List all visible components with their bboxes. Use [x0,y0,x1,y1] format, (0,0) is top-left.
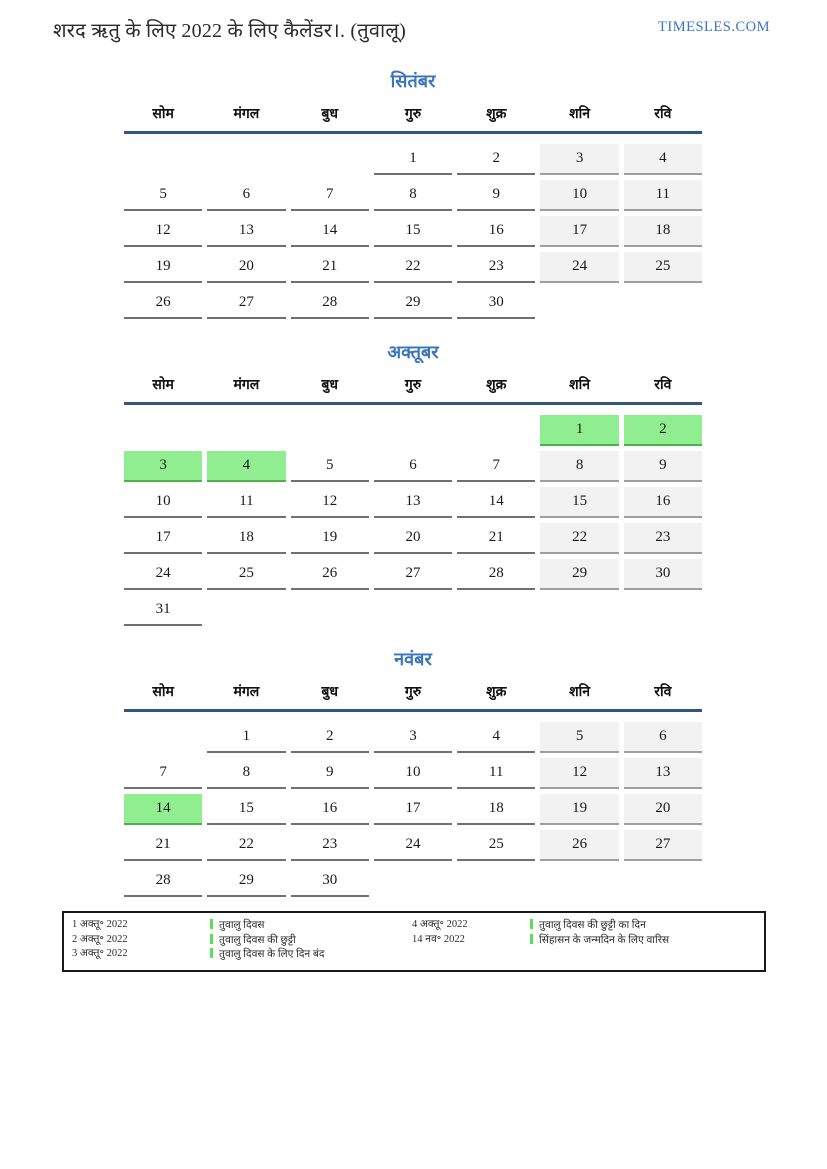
day-cell: 5 [291,451,369,482]
day-cell: 16 [457,216,535,247]
day-cell: 22 [540,523,618,554]
day-cell: 28 [457,559,535,590]
day-cell: 18 [207,523,285,554]
day-cell: 1 [207,722,285,753]
day-cell: 27 [624,830,702,861]
day-cell: 25 [207,559,285,590]
legend-entry [72,918,412,933]
day-cell: 21 [124,830,202,861]
legend-entry [412,933,756,948]
day-cell: 7 [291,180,369,211]
legend-date: 1 अक्तू॰ 2022 [72,919,128,930]
day-cell: 26 [540,830,618,861]
legend-description: तुवालु दिवस [210,918,265,933]
day-cell: 2 [457,144,535,175]
day-cell: 25 [624,252,702,283]
day-cell: 6 [207,180,285,211]
day-cell: 21 [291,252,369,283]
weekday-label: शनि [569,107,591,122]
day-cell: 17 [540,216,618,247]
legend-marker-icon [530,934,533,944]
day-cell: 23 [457,252,535,283]
day-cell: 24 [124,559,202,590]
day-cell: 11 [207,487,285,518]
day-cell: 29 [540,559,618,590]
calendar-grid-october [124,415,702,626]
weekday-label: शनि [569,685,591,700]
day-cell: 20 [207,252,285,283]
weekday-header-rule [124,709,702,712]
day-cell: 30 [457,288,535,319]
empty-cell [291,595,369,626]
day-cell: 26 [291,559,369,590]
day-cell: 2 [624,415,702,446]
empty-cell [207,144,285,175]
empty-cell [624,288,702,319]
legend-description: तुवालु दिवस के लिए दिन बंद [210,947,324,962]
empty-cell [540,288,618,319]
weekday-label: बुध [321,378,338,393]
day-cell: 9 [291,758,369,789]
day-cell: 20 [374,523,452,554]
day-cell: 19 [540,794,618,825]
empty-cell [374,595,452,626]
legend-box [62,911,766,972]
weekday-label: मंगल [233,107,260,122]
day-cell: 4 [624,144,702,175]
month-october [124,340,702,626]
day-cell: 18 [457,794,535,825]
weekday-label: शुक्र [486,107,507,122]
day-cell: 14 [124,794,202,825]
page-title: शरद ऋतु के लिए 2022 के लिए कैलेंडर।. (तुवालू) [53,20,406,42]
empty-cell [374,866,452,897]
day-cell: 28 [291,288,369,319]
month-title-november: नवंबर [394,649,432,669]
day-cell: 12 [124,216,202,247]
empty-cell [624,866,702,897]
legend-group-november [412,918,756,962]
calendar-grid-september [124,144,702,319]
day-cell: 19 [124,252,202,283]
weekday-label: शुक्र [486,378,507,393]
day-cell: 12 [540,758,618,789]
day-cell: 8 [207,758,285,789]
day-cell: 15 [374,216,452,247]
empty-cell [540,595,618,626]
weekday-header-row [124,375,702,394]
legend-description: तुवालु दिवस की छुट्टी का दिन [530,918,646,933]
empty-cell [207,415,285,446]
legend-group-october [72,918,412,962]
day-cell: 25 [457,830,535,861]
day-cell: 1 [540,415,618,446]
weekday-label: रवि [654,107,672,122]
day-cell: 10 [124,487,202,518]
weekday-label: गुरु [404,107,422,122]
weekday-header-rule [124,131,702,134]
empty-cell [457,415,535,446]
day-cell: 14 [457,487,535,518]
day-cell: 28 [124,866,202,897]
day-cell: 9 [624,451,702,482]
day-cell: 23 [624,523,702,554]
month-title-september: सितंबर [390,71,436,91]
day-cell: 8 [540,451,618,482]
month-september [124,69,702,319]
day-cell: 7 [124,758,202,789]
day-cell: 29 [374,288,452,319]
legend-marker-icon [210,948,213,958]
legend-entry [412,918,756,933]
day-cell: 16 [291,794,369,825]
empty-cell [457,866,535,897]
day-cell: 7 [457,451,535,482]
day-cell: 9 [457,180,535,211]
day-cell: 23 [291,830,369,861]
day-cell: 11 [457,758,535,789]
day-cell: 3 [540,144,618,175]
weekday-label: सोम [152,378,174,393]
day-cell: 4 [207,451,285,482]
day-cell: 5 [540,722,618,753]
legend-marker-icon [210,919,213,929]
day-cell: 22 [207,830,285,861]
day-cell: 3 [374,722,452,753]
month-november [124,647,702,897]
weekday-label: बुध [321,107,338,122]
empty-cell [540,866,618,897]
weekday-label: शनि [569,378,591,393]
empty-cell [624,595,702,626]
day-cell: 17 [374,794,452,825]
weekday-label: मंगल [233,378,260,393]
day-cell: 6 [624,722,702,753]
weekday-header-row [124,104,702,123]
empty-cell [124,722,202,753]
empty-cell [457,595,535,626]
day-cell: 17 [124,523,202,554]
weekday-header-rule [124,402,702,405]
day-cell: 22 [374,252,452,283]
weekday-label: गुरु [404,685,422,700]
day-cell: 27 [207,288,285,319]
day-cell: 16 [624,487,702,518]
empty-cell [291,144,369,175]
day-cell: 2 [291,722,369,753]
weekday-label: गुरु [404,378,422,393]
weekday-label: रवि [654,685,672,700]
day-cell: 26 [124,288,202,319]
day-cell: 11 [624,180,702,211]
day-cell: 13 [207,216,285,247]
legend-marker-icon [210,934,213,944]
site-logo-link[interactable]: TIMESLES.COM [658,19,770,35]
day-cell: 29 [207,866,285,897]
day-cell: 6 [374,451,452,482]
weekday-label: मंगल [233,685,260,700]
day-cell: 31 [124,595,202,626]
weekday-label: रवि [654,378,672,393]
day-cell: 10 [540,180,618,211]
empty-cell [374,415,452,446]
day-cell: 14 [291,216,369,247]
day-cell: 1 [374,144,452,175]
day-cell: 13 [624,758,702,789]
weekday-label: शुक्र [486,685,507,700]
legend-entry [72,947,412,962]
legend-date: 2 अक्तू॰ 2022 [72,933,128,945]
day-cell: 13 [374,487,452,518]
top-bar [0,0,827,48]
legend-entry [72,933,412,948]
empty-cell [207,595,285,626]
day-cell: 30 [624,559,702,590]
legend-date: 14 नव॰ 2022 [412,933,465,945]
weekday-label: सोम [152,107,174,122]
legend-description: तुवालु दिवस की छुट्टी [210,933,296,948]
day-cell: 3 [124,451,202,482]
legend-date: 4 अक्तू॰ 2022 [412,919,468,930]
day-cell: 4 [457,722,535,753]
day-cell: 20 [624,794,702,825]
day-cell: 24 [374,830,452,861]
day-cell: 8 [374,180,452,211]
day-cell: 21 [457,523,535,554]
calendar-grid-november [124,722,702,897]
legend-description: सिंहासन के जन्मदिन के लिए वारिस [530,933,669,948]
day-cell: 19 [291,523,369,554]
day-cell: 12 [291,487,369,518]
legend-marker-icon [530,919,533,929]
empty-cell [124,415,202,446]
day-cell: 5 [124,180,202,211]
weekday-label: सोम [152,685,174,700]
day-cell: 15 [207,794,285,825]
empty-cell [124,144,202,175]
month-title-october: अक्तूबर [387,342,439,362]
day-cell: 30 [291,866,369,897]
day-cell: 24 [540,252,618,283]
empty-cell [291,415,369,446]
day-cell: 27 [374,559,452,590]
day-cell: 10 [374,758,452,789]
weekday-label: बुध [321,685,338,700]
day-cell: 18 [624,216,702,247]
weekday-header-row [124,682,702,701]
day-cell: 15 [540,487,618,518]
legend-date: 3 अक्तू॰ 2022 [72,948,128,959]
